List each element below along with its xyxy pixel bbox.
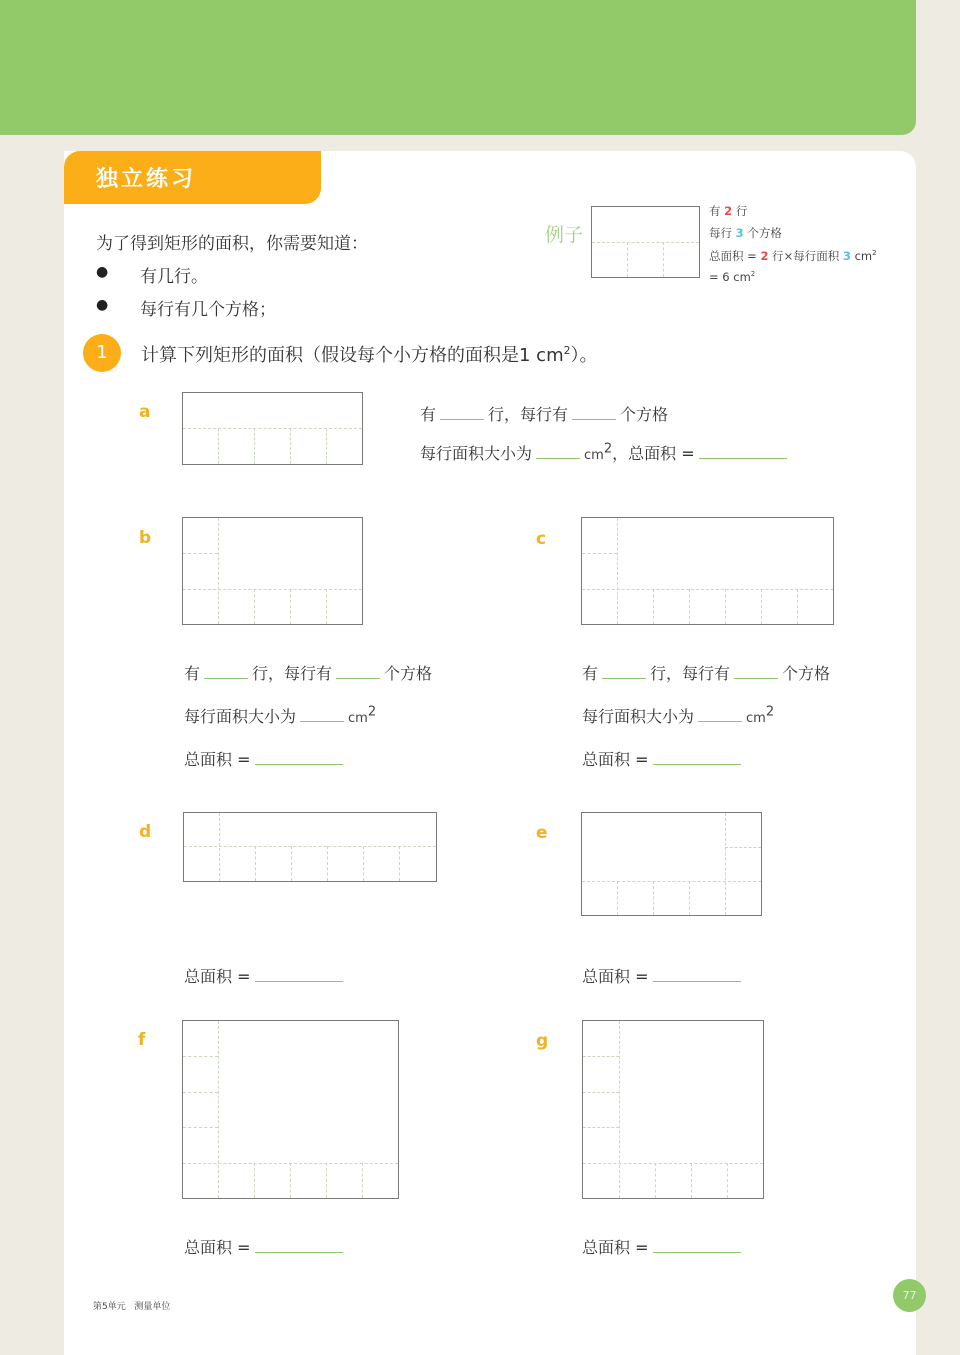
bullet-icon: ● [96,297,109,313]
example-line-result: = 6 $cm^2$ [709,270,756,284]
total-blank-f[interactable] [255,1252,343,1253]
answer-line-b2: 每行面积大小为 $cm^2$ [184,704,377,726]
rows-blank-a[interactable] [440,419,484,420]
row-area-blank-b[interactable] [300,721,344,722]
footer-unit: 第5单元 测量单位 [93,1302,171,1312]
rows-blank-c[interactable] [602,678,646,679]
example-line-formula: 总面积 = 2 行×每行面积 3 $cm^2$ [709,249,877,263]
answer-line-d: 总面积 = [184,964,347,987]
total-blank-e[interactable] [653,981,741,982]
total-blank-g[interactable] [653,1252,741,1253]
problem-label-d: d [139,822,152,842]
problem-label-g: g [536,1031,549,1051]
total-blank-c[interactable] [653,764,741,765]
answer-line-a1: 有 行，每行有 个方格 [420,405,669,424]
answer-line-g: 总面积 = [582,1235,745,1258]
grid-c [581,517,834,625]
top-banner [0,0,916,135]
cols-blank-b[interactable] [336,678,380,679]
intro-lead: 为了得到矩形的面积，你需要知道： [96,234,368,254]
intro-bullet-1: 有几行。 [140,267,208,287]
cols-blank-c[interactable] [734,678,778,679]
answer-line-b1: 有 行，每行有 个方格 [184,664,433,683]
row-area-blank-a[interactable] [536,458,580,459]
example-line-rows: 有 2 行 [709,204,748,218]
answer-line-b3: 总面积 = [184,747,347,770]
question-number-badge: 1 [83,334,121,372]
answer-line-e: 总面积 = [582,964,745,987]
example-line-cols: 每行 3 个方格 [709,226,782,240]
intro-bullet-2: 每行有几个方格； [140,300,276,320]
grid-a [182,392,363,465]
question-text: 计算下列矩形的面积（假设每个小方格的面积是1 $cm^2$）。 [141,344,598,366]
answer-line-c2: 每行面积大小为 $cm^2$ [582,704,775,726]
grid-d [183,812,437,882]
example-grid [591,206,700,278]
answer-line-c1: 有 行，每行有 个方格 [582,664,831,683]
grid-g [582,1020,764,1199]
example-label: 例子 [545,224,584,246]
row-area-blank-c[interactable] [698,721,742,722]
section-title: 独立练习 [64,151,321,204]
grid-f [182,1020,399,1199]
total-blank-a[interactable] [699,458,787,459]
problem-label-f: f [138,1030,146,1050]
answer-line-f: 总面积 = [184,1235,347,1258]
rows-blank-b[interactable] [204,678,248,679]
page-number: 77 [893,1279,926,1312]
grid-b [182,517,363,625]
grid-e [581,812,762,916]
answer-line-a2: 每行面积大小为 $cm^2$，总面积 = [420,441,791,464]
bullet-icon: ● [96,264,109,280]
problem-label-b: b [139,528,152,548]
answer-line-c3: 总面积 = [582,747,745,770]
total-blank-b[interactable] [255,764,343,765]
problem-label-a: a [139,402,151,422]
problem-label-c: c [536,529,547,549]
cols-blank-a[interactable] [572,419,616,420]
total-blank-d[interactable] [255,981,343,982]
problem-label-e: e [536,823,548,843]
